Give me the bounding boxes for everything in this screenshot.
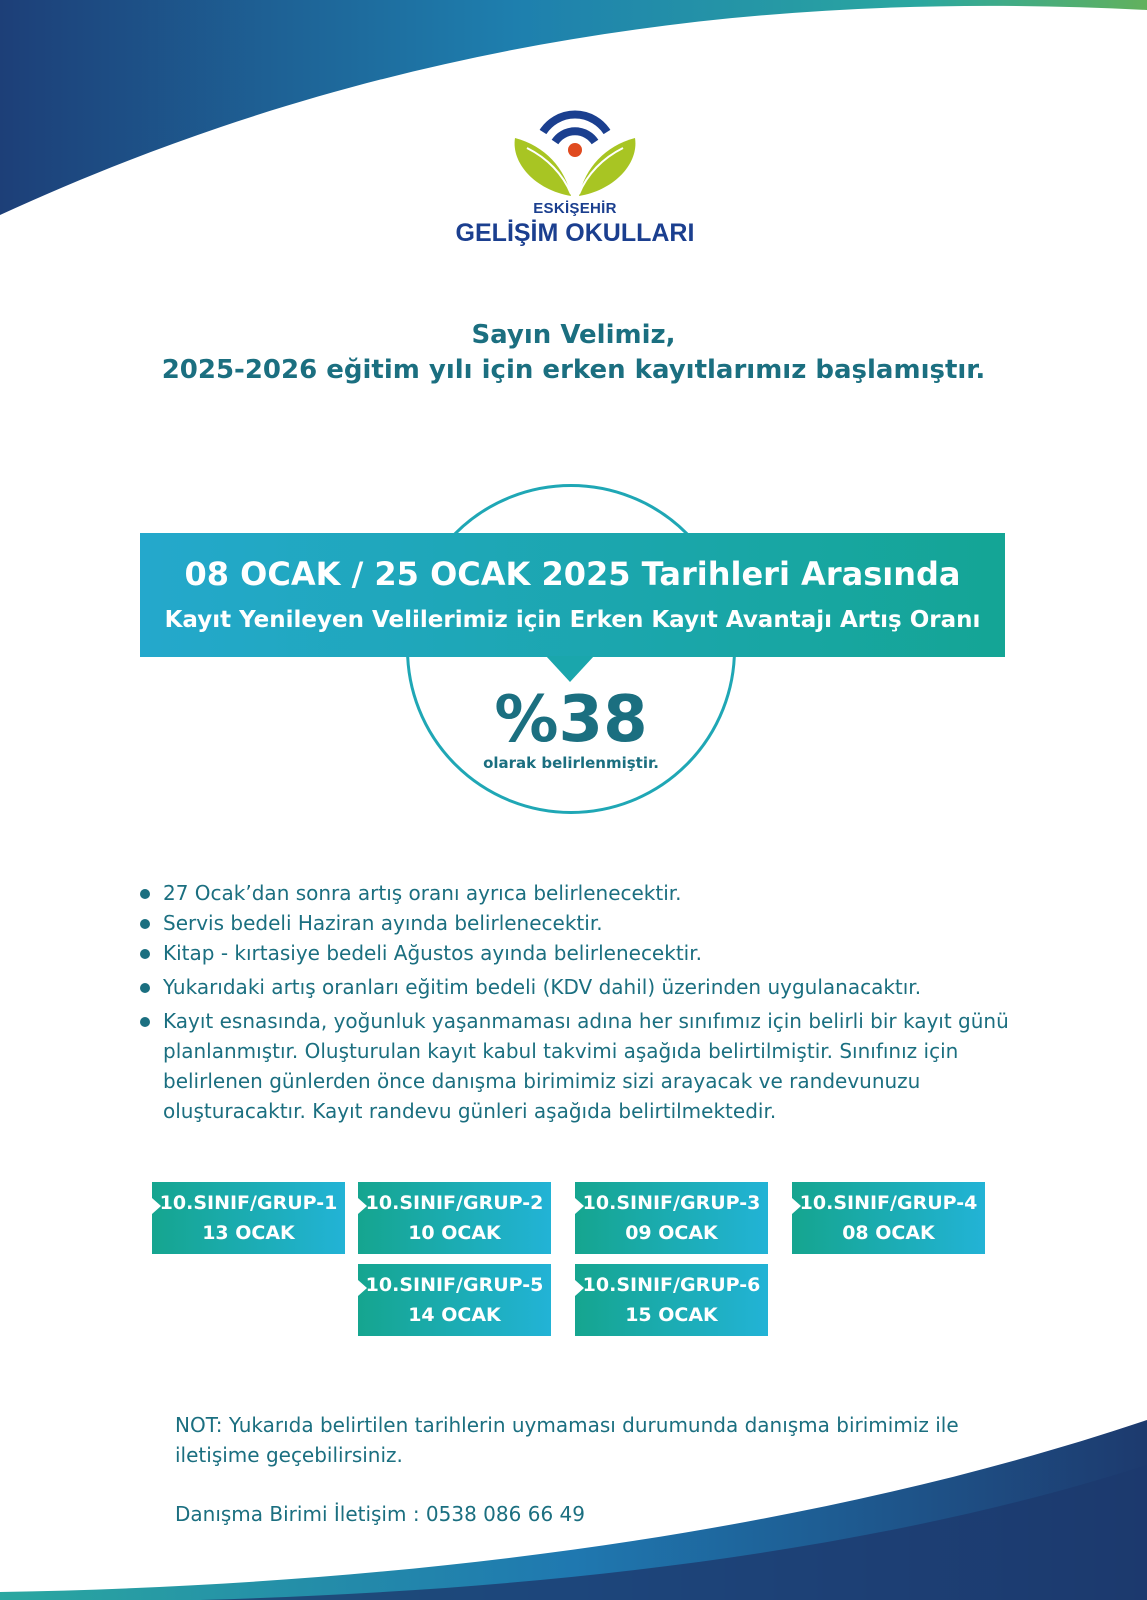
group-name: 10.SINIF/GRUP-3 xyxy=(582,1192,761,1214)
arrow-icon xyxy=(575,1280,584,1296)
rate-value: %38 xyxy=(494,683,648,757)
campaign-banner xyxy=(140,533,1005,657)
bullet-dot xyxy=(140,889,150,899)
list-item-text: Yukarıdaki artış oranları eğitim bedeli (KDV dahil) üzerinden uygulanacaktır. xyxy=(163,975,922,999)
logo-school-name: GELİŞİM OKULLARI xyxy=(455,219,695,247)
logo-city: ESKİŞEHİR xyxy=(533,200,617,217)
list-item xyxy=(140,938,1020,968)
list-item-text: Kayıt esnasında, yoğunluk yaşanmaması adına her sınıfımız için belirli bir kayıt günü planlanmıştır. Oluşturulan kayıt kabul takvimi aşağıda belirtilmiştir. Sınıfınız için belirlenen günlerden önce danışma birimimiz sizi arayacak ve randevunuzu oluşturacaktır. Kayıt randevu günleri aşağıda belirtilmektedir. xyxy=(163,1009,1009,1123)
list-item-text: Servis bedeli Haziran ayında belirlenecektir. xyxy=(163,911,603,935)
banner-title: 08 OCAK / 25 OCAK 2025 Tarihleri Arasında xyxy=(184,555,961,593)
arrow-icon xyxy=(358,1280,367,1296)
group-date: 08 OCAK xyxy=(842,1222,935,1244)
contact-info: Danışma Birimi İletişim : 0538 086 66 49 xyxy=(175,1502,585,1526)
greeting-line-2: 2025-2026 eğitim yılı için erken kayıtlarımız başlamıştır. xyxy=(161,355,986,385)
group-date: 14 OCAK xyxy=(408,1304,501,1326)
greeting-line-1: Sayın Velimiz, xyxy=(471,320,676,350)
leaf-signal-icon xyxy=(505,108,645,200)
group-date: 15 OCAK xyxy=(625,1304,718,1326)
list-item xyxy=(140,1006,1020,1126)
group-box-4 xyxy=(792,1182,985,1254)
group-box-1 xyxy=(152,1182,345,1254)
group-name: 10.SINIF/GRUP-2 xyxy=(365,1192,544,1214)
group-name: 10.SINIF/GRUP-5 xyxy=(365,1274,544,1296)
arrow-icon xyxy=(358,1198,367,1214)
greeting xyxy=(0,318,1147,388)
arrow-icon xyxy=(792,1198,801,1214)
footer-note: NOT: Yukarıda belirtilen tarihlerin uymaması durumunda danışma birimimiz ile iletişime geçebilirsiniz. xyxy=(175,1413,959,1467)
list-item-text: Kitap - kırtasiye bedeli Ağustos ayında belirlenecektir. xyxy=(163,941,702,965)
banner-subtitle: Kayıt Yenileyen Velilerimiz için Erken Kayıt Avantajı Artış Oranı xyxy=(164,607,981,633)
bullet-dot xyxy=(140,1017,150,1027)
group-name: 10.SINIF/GRUP-4 xyxy=(799,1192,978,1214)
group-date: 10 OCAK xyxy=(408,1222,501,1244)
list-item xyxy=(140,878,1020,908)
list-item xyxy=(140,908,1020,938)
list-item-text: 27 Ocak’dan sonra artış oranı ayrıca belirlenecektir. xyxy=(163,881,682,905)
group-box-6 xyxy=(575,1264,768,1336)
bullet-dot xyxy=(140,949,150,959)
school-logo xyxy=(440,108,710,268)
arrow-icon xyxy=(152,1198,161,1214)
banner-pointer xyxy=(546,656,594,682)
group-name: 10.SINIF/GRUP-1 xyxy=(159,1192,338,1214)
group-name: 10.SINIF/GRUP-6 xyxy=(582,1274,761,1296)
bullet-dot xyxy=(140,983,150,993)
bullet-dot xyxy=(140,919,150,929)
group-date: 09 OCAK xyxy=(625,1222,718,1244)
info-list xyxy=(140,878,1020,1126)
group-date: 13 OCAK xyxy=(202,1222,295,1244)
group-box-5 xyxy=(358,1264,551,1336)
rate-note: olarak belirlenmiştir. xyxy=(483,754,659,772)
arrow-icon xyxy=(575,1198,584,1214)
list-item xyxy=(140,972,1020,1002)
group-box-3 xyxy=(575,1182,768,1254)
group-box-2 xyxy=(358,1182,551,1254)
